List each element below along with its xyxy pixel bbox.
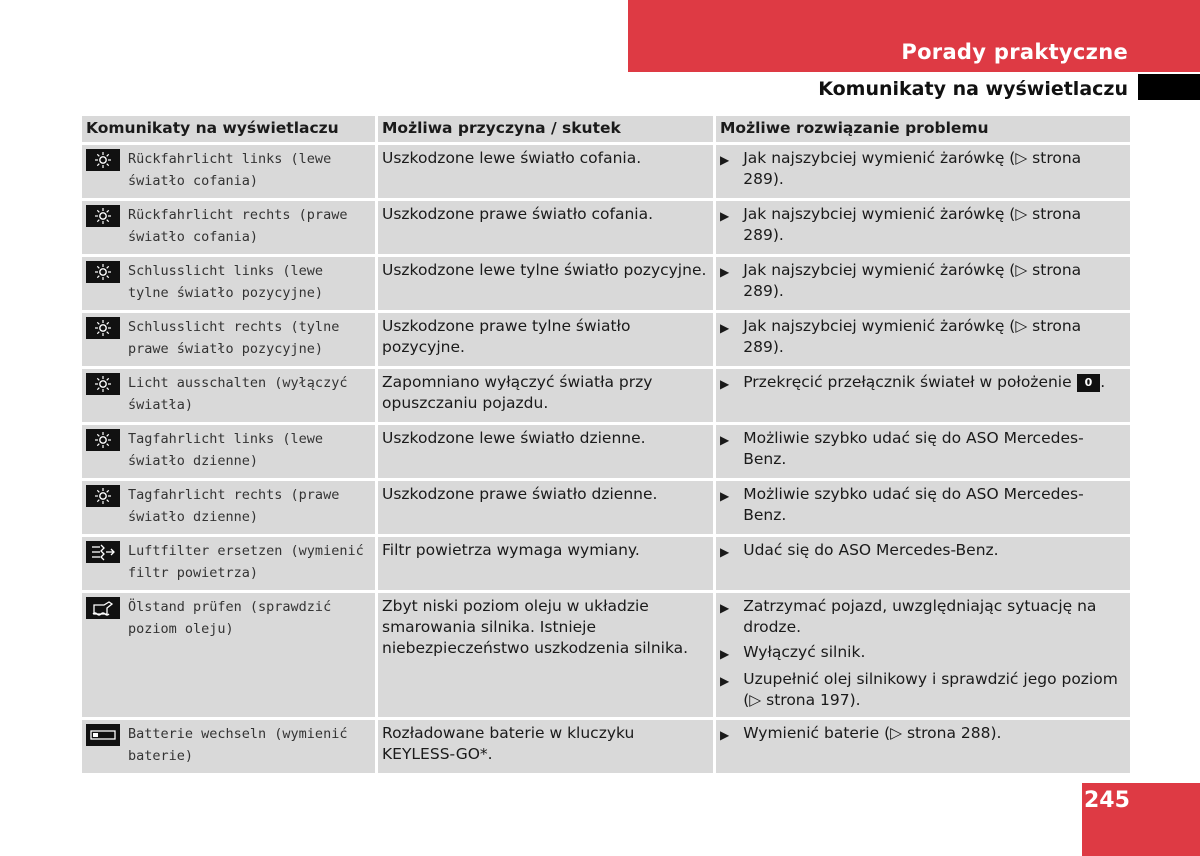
solution-cell [716, 145, 1130, 201]
message-cell [82, 593, 378, 720]
column-header-cause: Możliwa przyczyna / skutek [378, 116, 716, 145]
display-message-text: Schlusslicht rechts (tylne prawe światło pozycyjne) [128, 319, 340, 357]
solution-item [720, 596, 1126, 638]
message-cell-content [86, 428, 371, 472]
bullet-arrow-icon: ▶ [720, 489, 730, 503]
message-cell-content [86, 372, 371, 416]
solution-text [743, 484, 1126, 526]
cause-cell: Uszkodzone lewe światło dzienne. [378, 425, 716, 481]
solution-item [720, 428, 1126, 470]
lamp-icon [86, 261, 120, 283]
bullet-arrow-icon: ▶ [720, 153, 730, 167]
message-cell [82, 481, 378, 537]
solution-cell [716, 537, 1130, 593]
solution-text-main: Możliwie szybko udać się do ASO Mercedes-Benz. [743, 485, 1084, 524]
table-row [82, 313, 1130, 369]
light-switch-position-key: 0 [1077, 374, 1101, 392]
solution-text-main: Możliwie szybko udać się do ASO Mercedes-Benz. [743, 429, 1084, 468]
solution-cell [716, 201, 1130, 257]
solution-cell [716, 425, 1130, 481]
bullet-arrow-icon: ▶ [720, 321, 730, 335]
bullet-arrow-icon: ▶ [720, 674, 730, 688]
bullet-arrow-icon: ▶ [720, 728, 730, 742]
lamp-icon [86, 373, 120, 395]
key-battery-icon [86, 724, 120, 746]
solution-text [743, 723, 1001, 746]
display-message-text: Luftfilter ersetzen (wymienić filtr powietrza) [128, 543, 364, 581]
page-number: 245 [1084, 788, 1130, 813]
solution-cell [716, 593, 1130, 720]
solution-item [720, 723, 1126, 746]
display-message-text: Tagfahrlicht rechts (prawe światło dzienne) [128, 487, 340, 525]
display-messages-table [82, 116, 1130, 776]
display-message-text: Rückfahrlicht links (lewe światło cofania) [128, 151, 332, 189]
solution-suffix: . [1100, 373, 1106, 391]
oil-level-icon [86, 597, 120, 619]
display-message-text: Ölstand prüfen (sprawdzić poziom oleju) [128, 599, 332, 637]
display-message-text: Licht ausschalten (wyłączyć światła) [128, 375, 348, 413]
solution-text-main: Wyłączyć silnik. [743, 643, 866, 661]
table-row [82, 145, 1130, 201]
display-message-text: Rückfahrlicht rechts (prawe światło cofania) [128, 207, 348, 245]
message-cell-content [86, 316, 371, 360]
cause-cell: Uszkodzone lewe światło cofania. [378, 145, 716, 201]
cause-cell: Filtr powietrza wymaga wymiany. [378, 537, 716, 593]
cause-cell: Uszkodzone prawe tylne światło pozycyjne. [378, 313, 716, 369]
solution-text-main: Udać się do ASO Mercedes-Benz. [743, 541, 999, 559]
lamp-icon [86, 149, 120, 171]
cause-cell: Uszkodzone lewe tylne światło pozycyjne. [378, 257, 716, 313]
solution-text [743, 372, 1105, 395]
table-header-row [82, 116, 1130, 145]
solution-text [743, 540, 998, 563]
message-cell-content [86, 148, 371, 192]
message-cell-content [86, 596, 371, 640]
bullet-arrow-icon: ▶ [720, 209, 730, 223]
message-cell [82, 369, 378, 425]
message-cell [82, 257, 378, 313]
subsection-bar [1138, 74, 1200, 100]
solution-text [743, 642, 865, 665]
air-filter-icon [86, 541, 120, 563]
message-cell [82, 425, 378, 481]
solution-cell [716, 313, 1130, 369]
solution-text-main: Jak najszybciej wymienić żarówkę (▷ strona 289). [743, 261, 1082, 300]
solution-text-main: Zatrzymać pojazd, uwzględniając sytuację na drodze. [743, 597, 1097, 636]
solution-item [720, 484, 1126, 526]
solution-item [720, 540, 1126, 563]
bullet-arrow-icon: ▶ [720, 545, 730, 559]
solution-cell [716, 481, 1130, 537]
cause-cell: Uszkodzone prawe światło dzienne. [378, 481, 716, 537]
solution-item [720, 642, 1126, 665]
display-message-text: Tagfahrlicht links (lewe światło dzienne) [128, 431, 324, 469]
message-cell [82, 201, 378, 257]
subsection-title: Komunikaty na wyświetlaczu [818, 78, 1128, 100]
bullet-arrow-icon: ▶ [720, 601, 730, 615]
cause-cell: Rozładowane baterie w kluczyku KEYLESS-GO*. [378, 720, 716, 776]
message-cell [82, 720, 378, 776]
solution-text [743, 260, 1126, 302]
message-cell [82, 537, 378, 593]
column-header-solution: Możliwe rozwiązanie problemu [716, 116, 1130, 145]
table-row [82, 720, 1130, 776]
cause-cell: Zapomniano wyłączyć światła przy opuszczaniu pojazdu. [378, 369, 716, 425]
solution-text-main: Jak najszybciej wymienić żarówkę (▷ strona 289). [743, 205, 1082, 244]
solution-text [743, 596, 1126, 638]
solution-text [743, 669, 1126, 711]
solution-cell [716, 369, 1130, 425]
bullet-arrow-icon: ▶ [720, 265, 730, 279]
solution-text [743, 148, 1126, 190]
bullet-arrow-icon: ▶ [720, 377, 730, 391]
solution-text [743, 204, 1126, 246]
message-cell-content [86, 484, 371, 528]
table-row [82, 537, 1130, 593]
table-row [82, 593, 1130, 720]
solution-item [720, 204, 1126, 246]
message-cell-content [86, 204, 371, 248]
section-title: Porady praktyczne [901, 40, 1128, 64]
bullet-arrow-icon: ▶ [720, 647, 730, 661]
solution-item [720, 372, 1126, 395]
solution-text-main: Uzupełnić olej silnikowy i sprawdzić jego poziom (▷ strona 197). [743, 670, 1118, 709]
solution-text-main: Jak najszybciej wymienić żarówkę (▷ strona 289). [743, 149, 1082, 188]
solution-cell [716, 257, 1130, 313]
message-cell-content [86, 260, 371, 304]
solution-item [720, 669, 1126, 711]
display-message-text: Batterie wechseln (wymienić baterie) [128, 726, 348, 764]
lamp-icon [86, 205, 120, 227]
table-body [82, 145, 1130, 776]
lamp-icon [86, 429, 120, 451]
message-cell-content [86, 723, 371, 767]
lamp-icon [86, 485, 120, 507]
message-cell-content [86, 540, 371, 584]
lamp-icon [86, 317, 120, 339]
message-cell [82, 313, 378, 369]
cause-cell: Zbyt niski poziom oleju w układzie smarowania silnika. Istnieje niebezpieczeństwo uszkodzenia silnika. [378, 593, 716, 720]
message-cell [82, 145, 378, 201]
table-row [82, 369, 1130, 425]
solution-item [720, 148, 1126, 190]
solution-cell [716, 720, 1130, 776]
table-row [82, 257, 1130, 313]
column-header-message: Komunikaty na wyświetlaczu [82, 116, 378, 145]
display-message-text: Schlusslicht links (lewe tylne światło pozycyjne) [128, 263, 324, 301]
solution-text [743, 428, 1126, 470]
bullet-arrow-icon: ▶ [720, 433, 730, 447]
solution-item [720, 316, 1126, 358]
table-row [82, 425, 1130, 481]
solution-item [720, 260, 1126, 302]
table-row [82, 201, 1130, 257]
solution-text [743, 316, 1126, 358]
table-row [82, 481, 1130, 537]
solution-text-main: Wymienić baterie (▷ strona 288). [743, 724, 1002, 742]
solution-text-main: Jak najszybciej wymienić żarówkę (▷ strona 289). [743, 317, 1082, 356]
solution-text-main: Przekręcić przełącznik świateł w położenie [743, 373, 1072, 391]
cause-cell: Uszkodzone prawe światło cofania. [378, 201, 716, 257]
